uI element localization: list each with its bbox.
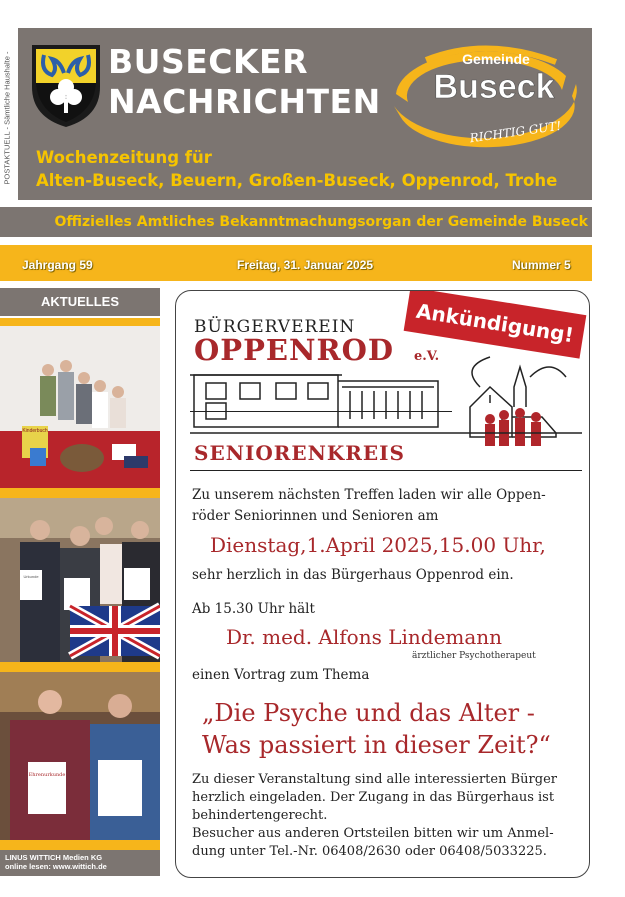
gemeinde-buseck-logo [386, 36, 586, 148]
sidebar-divider [0, 662, 160, 672]
photo-students-certificates[interactable] [0, 498, 160, 662]
photo2-cert: Urkunde [23, 574, 39, 579]
logo-big-text: Buseck [433, 68, 555, 106]
divider [190, 470, 582, 471]
sidebar-divider [0, 318, 160, 326]
official-band: Offizielles Amtliches Bekanntmachungsorgan der Gemeinde Buseck [0, 207, 592, 237]
org-line2: OPPENROD [194, 333, 394, 367]
issue-volume: Jahrgang 59 [22, 258, 93, 272]
publisher-imprint: LINUS WITTICH Medien KG online lesen: www.wittich.de [0, 850, 160, 876]
masthead [18, 28, 592, 200]
speaker-role: ärztlicher Psychotherapeut [412, 651, 536, 661]
speaker-name: Dr. med. Alfons Lindemann [226, 625, 503, 649]
announcement-stamp: Ankündigung! [404, 290, 587, 359]
org-line1: BÜRGERVEREIN [194, 317, 356, 337]
sidebar-heading: AKTUELLES [0, 288, 160, 316]
sidebar-divider [0, 840, 160, 850]
issue-date: Freitag, 31. Januar 2025 [237, 258, 374, 272]
footer-text: Zu dieser Veranstaltung sind alle interessierten Bürger herzlich eingeladen. Der Zugang in das Bürgerhaus ist behindertengerecht. Besucher aus anderen Ortsteilen bitten wir um Anmel- dung unter Tel.-Nr. 06408/2630 oder 06408/5033225. [192, 772, 557, 859]
issue-number: Nummer 5 [512, 258, 571, 272]
photo-children-books[interactable] [0, 326, 160, 488]
logo-small-text: Gemeinde [462, 51, 530, 67]
divider [190, 411, 452, 412]
org-suffix: e.V. [414, 349, 440, 364]
event-location: sehr herzlich in das Bürgerhaus Oppenrod ein. [192, 567, 514, 583]
distribution-label: POSTAKTUELL - Sämtliche Haushalte - [2, 51, 12, 184]
group-name: SENIORENKREIS [194, 441, 405, 465]
talk-start: Ab 15.30 Uhr hält [192, 601, 315, 617]
photo3-cert: Ehrenurkunde [28, 772, 66, 778]
municipal-crest-icon [30, 43, 102, 129]
talk-title: „Die Psyche und das Alter - Was passiert in dieser Zeit?“ [202, 699, 551, 759]
masthead-subtitle: Wochenzeitung für Alten-Buseck, Beuern, Großen-Buseck, Oppenrod, Trohe [36, 148, 558, 190]
event-notice [175, 290, 590, 878]
event-datetime: Dienstag,1.April 2025,15.00 Uhr, [210, 533, 546, 557]
photo1-sign: Kinderbuch [22, 428, 48, 434]
issue-bar [0, 245, 592, 281]
talk-intro: einen Vortrag zum Thema [192, 667, 370, 683]
logo-slogan: RICHTIG GUT! [468, 118, 563, 146]
invite-text: Zu unserem nächsten Treffen laden wir alle Oppen- röder Seniorinnen und Senioren am [192, 487, 546, 524]
village-illustration [190, 347, 582, 447]
sidebar [0, 288, 160, 876]
sidebar-divider [0, 488, 160, 498]
photo-honor-award[interactable] [0, 672, 160, 840]
masthead-title: BUSECKER NACHRICHTEN [108, 42, 381, 121]
